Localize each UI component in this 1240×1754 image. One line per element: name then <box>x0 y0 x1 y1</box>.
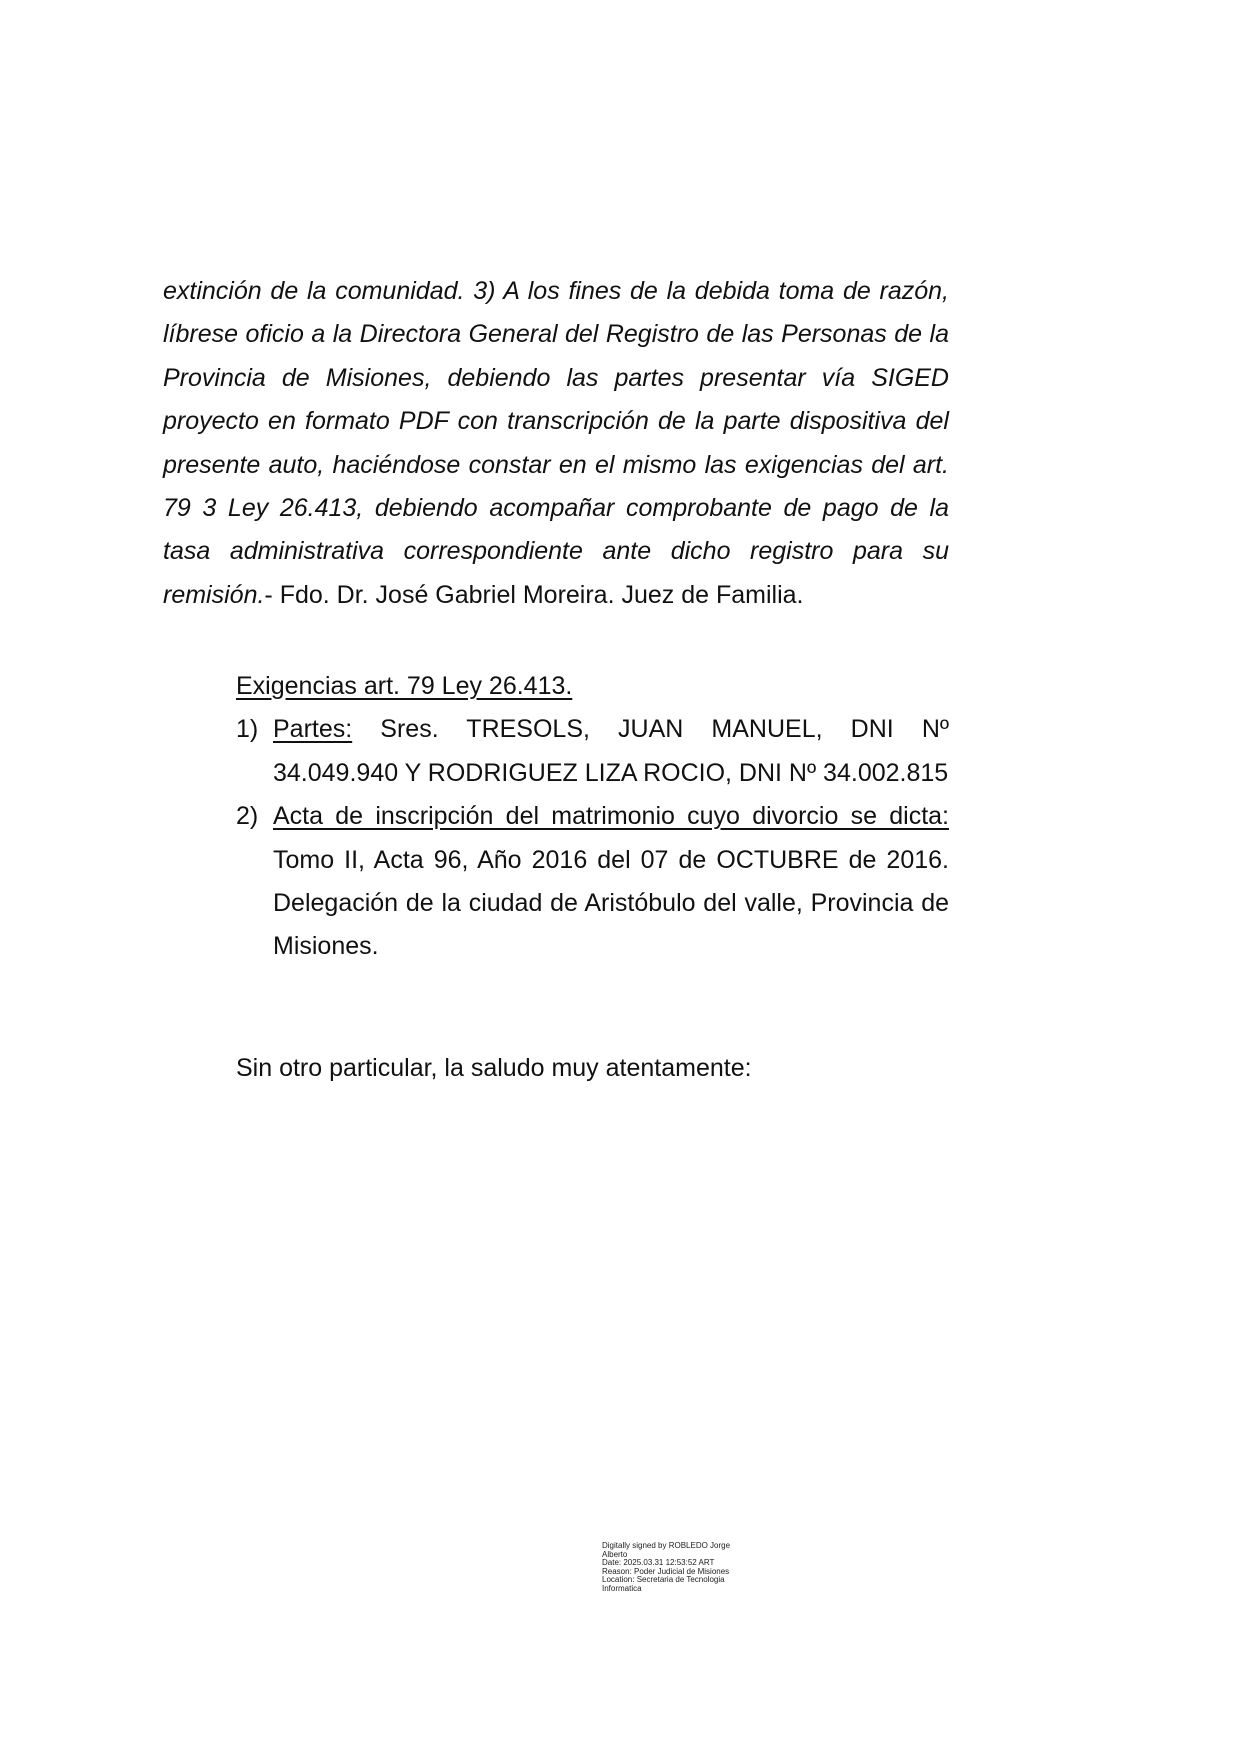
requirement-number: 2) <box>236 802 259 831</box>
requirements-section <box>236 665 949 969</box>
signature-line: Location: Secretaria de Tecnologia <box>602 1575 725 1585</box>
resolution-signature-text: - Fdo. Dr. José Gabriel Moreira. Juez de Familia. <box>264 580 804 609</box>
resolution-italic-text: extinción de la comunidad. 3) A los fines de la debida toma de razón, líbrese oficio a la Directora General del Registro de las Personas de la Provincia de Misiones, debiendo las partes presentar vía SIGED proyecto en formato PDF con transcripción de la parte dispositiva del presente auto, haciéndose constar en el mismo las exigencias del art. 79 3 Ley 26.413, debiendo acompañar comprobante de pago de la tasa administrativa correspondiente ante dicho registro para su remisión. <box>163 277 949 609</box>
requirement-number: 1) <box>236 715 259 744</box>
signature-line: Alberto <box>602 1549 628 1559</box>
requirement-item-marriage-record <box>236 795 949 969</box>
digital-signature-block <box>602 1542 762 1594</box>
closing-line: Sin otro particular, la saludo muy atentamente: <box>236 1054 752 1082</box>
requirement-text: Sres. TRESOLS, JUAN MANUEL, DNI Nº 34.049.940 Y RODRIGUEZ LIZA ROCIO, DNI Nº 34.002.815 <box>273 715 949 787</box>
resolution-paragraph <box>163 270 949 617</box>
signature-line: Reason: Poder Judicial de Misiones <box>602 1566 730 1576</box>
requirement-text: Tomo II, Acta 96, Año 2016 del 07 de OCTUBRE de 2016. Delegación de la ciudad de Aristóbulo del valle, Provincia de Misiones. <box>273 845 949 961</box>
signature-line: Date: 2025.03.31 12:53:52 ART <box>602 1558 715 1568</box>
requirement-label: Partes: <box>273 715 353 744</box>
signature-line: Digitally signed by ROBLEDO Jorge <box>602 1541 731 1550</box>
requirement-item-parties <box>236 708 949 795</box>
requirements-title: Exigencias art. 79 Ley 26.413. <box>236 672 573 700</box>
signature-line: Informatica <box>602 1583 642 1593</box>
requirement-label: Acta de inscripción del matrimonio cuyo divorcio se dicta: <box>273 802 949 831</box>
